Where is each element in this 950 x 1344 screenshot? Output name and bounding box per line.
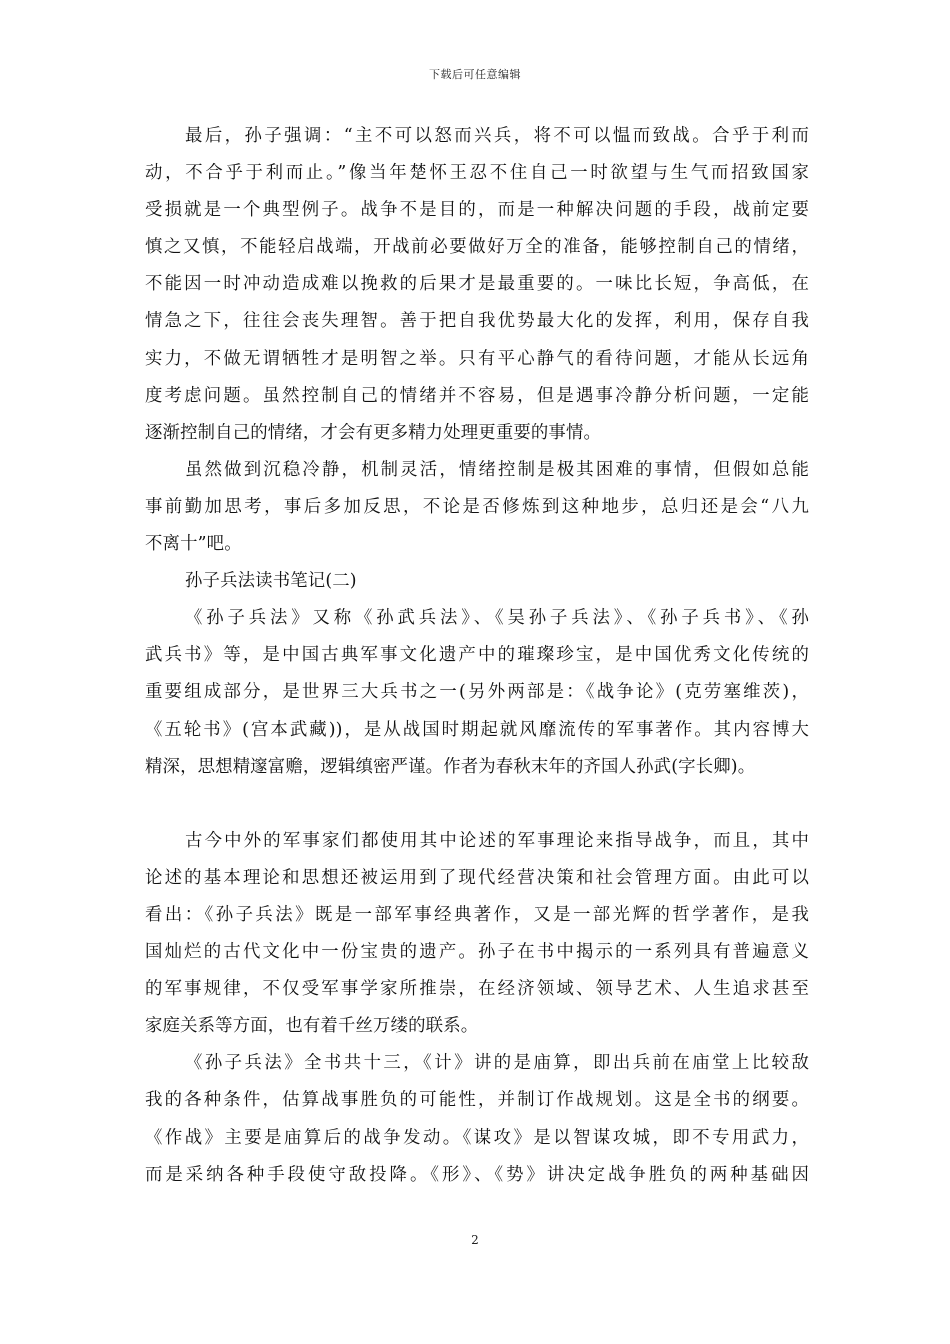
text-line: 事前勤加思考，事后多加反思，不论是否修炼到这种地步，总归还是会“八九 [145,496,809,517]
text-line: 家庭关系等方面，也有着千丝万缕的联系。 [145,1016,479,1037]
page-number: 2 [471,1233,479,1247]
text-line: 古今中外的军事家们都使用其中论述的军事理论来指导战争，而且，其中 [185,830,809,851]
text-line: 论述的基本理论和思想还被运用到了现代经营决策和社会管理方面。由此可以 [145,867,809,888]
text-line: 《作战》主要是庙算后的战争发动。《谋攻》是以智谋攻城，即不专用武力， [145,1127,809,1148]
text-line: 精深，思想精邃富赡，逻辑缜密严谨。作者为春秋末年的齐国人孙武(字长卿)。 [145,756,756,777]
blank-line [145,786,809,823]
paragraph-emotion-control [145,452,809,563]
text-line: 情急之下，往往会丧失理智。善于把自我优势最大化的发挥，利用，保存自我 [145,311,809,332]
text-line: 动，不合乎于利而止。”像当年楚怀王忍不住自己一时欲望与生气而招致国家 [145,163,809,184]
text-line: 逐渐控制自己的情绪，才会有更多精力处理更重要的事情。 [145,422,602,443]
text-line: 度考虑问题。虽然控制自己的情绪并不容易，但是遇事冷静分析问题，一定能 [145,385,809,406]
paragraph-conclusion [145,118,809,452]
text-line: 的军事规律，不仅受军事学家所推崇，在经济领域、领导艺术、人生追求甚至 [145,979,809,1000]
text-line: 我的各种条件，估算战事胜负的可能性，并制订作战规划。这是全书的纲要。 [145,1090,809,1111]
text-line: 国灿烂的古代文化中一份宝贵的遗产。孙子在书中揭示的一系列具有普遍意义 [145,942,809,963]
section-heading [145,563,809,600]
text-line: 而是采纳各种手段使守敌投降。《形》、《势》讲决定战争胜负的两种基础因 [145,1164,809,1185]
text-line: 不能因一时冲动造成难以挽救的后果才是最重要的。一味比长短，争高低，在 [145,274,809,295]
text-line: 不离十”吧。 [145,534,242,555]
text-line: 慎之又慎，不能轻启战端，开战前必要做好万全的准备，能够控制自己的情绪， [145,237,809,258]
document-body [145,118,809,1194]
page-header: 下载后可任意编辑 [429,68,521,81]
text-line: 看出：《孙子兵法》既是一部军事经典著作，又是一部光辉的哲学著作，是我 [145,904,809,925]
text-line: 最后，孙子强调：“主不可以怒而兴兵，将不可以愠而致战。合乎于利而 [185,126,809,146]
text-line: 虽然做到沉稳冷静，机制灵活，情绪控制是极其困难的事情，但假如总能 [185,459,809,480]
text-line: 《孙子兵法》又称《孙武兵法》、《吴孙子兵法》、《孙子兵书》、《孙 [185,608,809,629]
paragraph-chapters [145,1045,809,1193]
text-line: 《五轮书》(宫本武藏))，是从战国时期起就风靡流传的军事著作。其内容博大 [145,719,809,740]
text-line: 《孙子兵法》全书共十三，《计》讲的是庙算，即出兵前在庙堂上比较敌 [185,1053,809,1074]
section-title: 孙子兵法读书笔记(二) [185,571,357,592]
paragraph-introduction [145,600,809,785]
paragraph-influence [145,823,809,1046]
text-line: 重要组成部分，是世界三大兵书之一(另外两部是：《战争论》(克劳塞维茨)， [145,682,809,703]
text-line: 武兵书》等，是中国古典军事文化遗产中的璀璨珍宝，是中国优秀文化传统的 [145,645,809,666]
text-line: 实力，不做无谓牺牲才是明智之举。只有平心静气的看待问题，才能从长远角 [145,348,809,369]
text-line: 受损就是一个典型例子。战争不是目的，而是一种解决问题的手段，战前定要 [145,200,809,221]
